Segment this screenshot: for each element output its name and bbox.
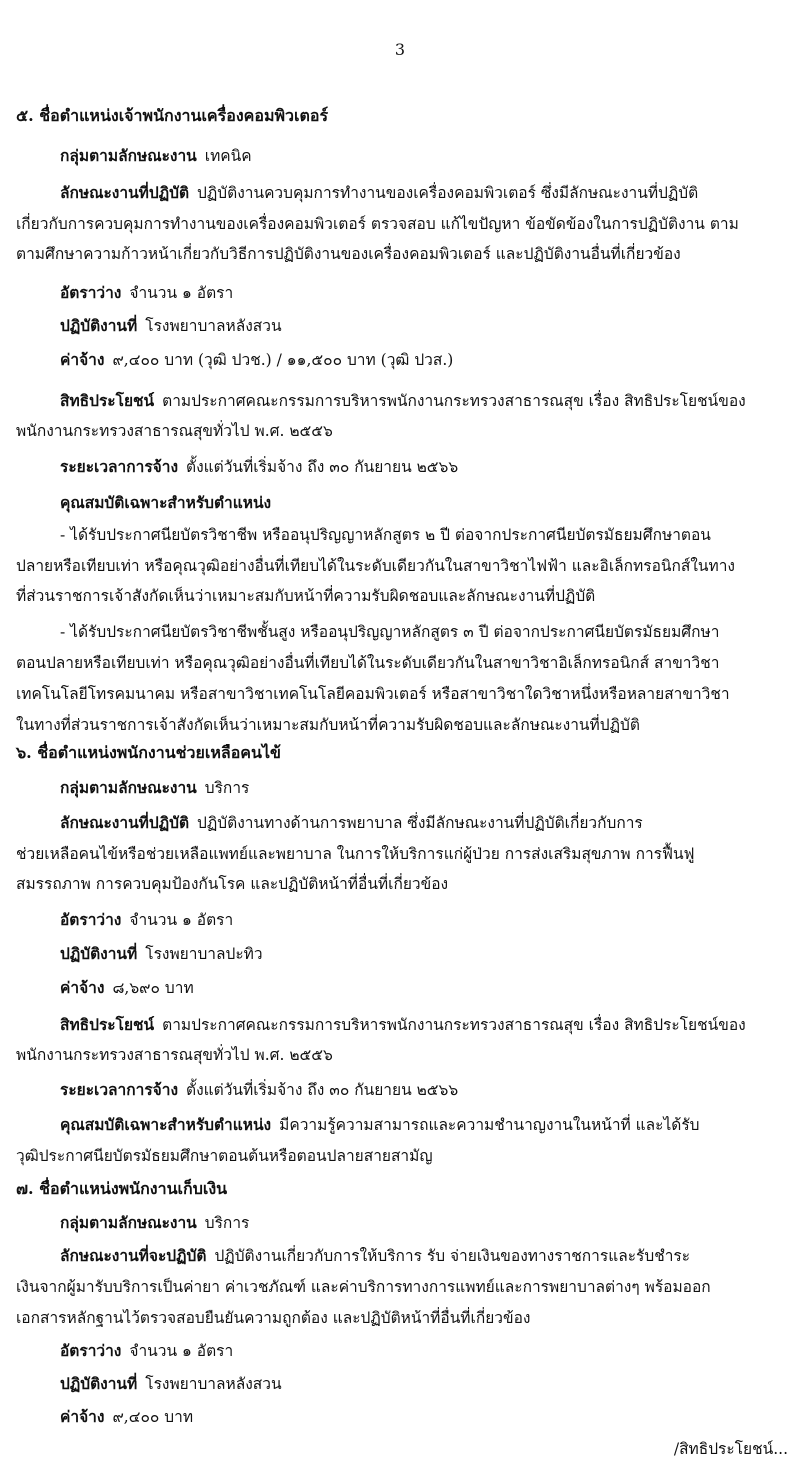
duty-text: ปฏิบัติงานเกี่ยวกับการให้บริการ รับ จ่ายเงินของทางราชการและรับชำระ xyxy=(214,1247,691,1265)
section-6-benefit-line-1 xyxy=(60,1012,746,1037)
section-5-duty-line-1 xyxy=(60,180,698,205)
vacancy-value: จำนวน ๑ อัตรา xyxy=(129,284,234,302)
vacancy-label: อัตราว่าง xyxy=(60,1341,122,1360)
benefit-text: ตามประกาศคณะกรรมการบริหารพนักงานกระทรวงสาธารณสุข เรื่อง สิทธิประโยชน์ของ xyxy=(162,392,746,410)
group-value: เทคนิค xyxy=(204,147,252,165)
continued-footer: /สิทธิประโยชน์... xyxy=(673,1440,788,1458)
duty-label: ลักษณะงานที่ปฏิบัติ xyxy=(60,183,190,202)
group-label: กลุ่มตามลักษณะงาน xyxy=(60,1213,197,1232)
section-7-heading: ๗. ชื่อตำแหน่งพนักงานเก็บเงิน xyxy=(16,1179,228,1198)
period-label: ระยะเวลาการจ้าง xyxy=(60,1080,179,1099)
group-value: บริการ xyxy=(204,779,250,797)
section-5-qualification-b-1: - ได้รับประกาศนียบัตรวิชาชีพชั้นสูง หรืออนุปริญญาหลักสูตร ๓ ปี ต่อจากประกาศนียบัตรมัธยมศึกษา xyxy=(60,623,720,641)
section-5-qualification-b-2: ตอนปลายหรือเทียบเท่า หรือคุณวุฒิอย่างอื่นที่เทียบได้ในระดับเดียวกันในสาขาวิชาอิเล็กทรอนิกส์ สาขาวิชา xyxy=(16,654,720,672)
period-value: ตั้งแต่วันที่เริ่มจ้าง ถึง ๓๐ กันยายน ๒๕๖๖ xyxy=(186,1081,459,1099)
section-6-duty-line-2: ช่วยเหลือคนไข้หรือช่วยเหลือแพทย์และพยาบาล ในการให้บริการแก่ผู้ป่วย การส่งเสริมสุขภาพ การฟื้นฟู xyxy=(16,845,695,863)
workplace-label: ปฏิบัติงานที่ xyxy=(60,944,138,963)
benefit-label: สิทธิประโยชน์ xyxy=(60,391,155,410)
workplace-value: โรงพยาบาลหลังสวน xyxy=(145,1375,282,1393)
group-value: บริการ xyxy=(204,1214,250,1232)
workplace-value: โรงพยาบาลหลังสวน xyxy=(145,317,282,335)
benefit-label: สิทธิประโยชน์ xyxy=(60,1015,155,1034)
qualification-text: มีความรู้ความสามารถและความชำนาญงานในหน้าที่ และได้รับ xyxy=(279,1116,700,1134)
section-5-vacancy xyxy=(60,280,233,305)
duty-label: ลักษณะงานที่ปฏิบัติ xyxy=(60,813,190,832)
section-5-duty-line-2: เกี่ยวกับการควบคุมการทำงานของเครื่องคอมพิวเตอร์ ตรวจสอบ แก้ไขปัญหา ข้อขัดข้องในการปฏิบัติงาน ตาม xyxy=(16,215,739,233)
section-6-duty-line-1 xyxy=(60,810,643,835)
section-7-workplace xyxy=(60,1371,282,1396)
section-7-duty-line-2: เงินจากผู้มารับบริการเป็นค่ายา ค่าเวชภัณฑ์ และค่าบริการทางการแพทย์และการพยาบาลต่างๆ พร้อมออก xyxy=(16,1278,711,1296)
section-6-benefit-line-2: พนักงานกระทรวงสาธารณสุขทั่วไป พ.ศ. ๒๕๕๖ xyxy=(16,1046,333,1064)
section-5-qualification-a-3: ที่ส่วนราชการเจ้าสังกัดเห็นว่าเหมาะสมกับหน้าที่ความรับผิดชอบและลักษณะงานที่ปฏิบัติ xyxy=(16,587,596,605)
wage-value: ๙,๔๐๐ บาท (วุฒิ ปวช.) / ๑๑,๕๐๐ บาท (วุฒิ ปวส.) xyxy=(112,351,454,369)
vacancy-value: จำนวน ๑ อัตรา xyxy=(129,1342,234,1360)
section-7-wage xyxy=(60,1404,193,1429)
section-7-duty-line-3: เอกสารหลักฐานไว้ตรวจสอบยืนยันความถูกต้อง และปฏิบัติหน้าที่อื่นที่เกี่ยวข้อง xyxy=(16,1309,531,1327)
workplace-value: โรงพยาบาลปะทิว xyxy=(145,945,263,963)
section-6-period xyxy=(60,1077,458,1102)
section-5-group xyxy=(60,143,252,168)
group-label: กลุ่มตามลักษณะงาน xyxy=(60,146,197,165)
section-5-qualification-b-4: ในทางที่ส่วนราชการเจ้าสังกัดเห็นว่าเหมาะสมกับหน้าที่ความรับผิดชอบและลักษณะงานที่ปฏิบัติ xyxy=(16,716,640,734)
duty-text: ปฏิบัติงานควบคุมการทำงานของเครื่องคอมพิวเตอร์ ซึ่งมีลักษณะงานที่ปฏิบัติ xyxy=(197,184,699,202)
section-5-benefit-line-2: พนักงานกระทรวงสาธารณสุขทั่วไป พ.ศ. ๒๕๕๖ xyxy=(16,422,333,440)
qualification-label: คุณสมบัติเฉพาะสำหรับตำแหน่ง xyxy=(60,1115,272,1134)
section-5-qualification-a-1: - ได้รับประกาศนียบัตรวิชาชีพ หรืออนุปริญญาหลักสูตร ๒ ปี ต่อจากประกาศนียบัตรมัธยมศึกษาตอน xyxy=(60,526,711,544)
section-5-benefit-line-1 xyxy=(60,388,746,413)
section-5-qualification-b-3: เทคโนโลยีโทรคมนาคม หรือสาขาวิชาเทคโนโลยีคอมพิวเตอร์ หรือสาขาวิชาใดวิชาหนึ่งหรือหลายสาขาวิชา xyxy=(16,685,730,703)
vacancy-label: อัตราว่าง xyxy=(60,910,122,929)
section-5-duty-line-3: ตามศึกษาความก้าวหน้าเกี่ยวกับวิธีการปฏิบัติงานของเครื่องคอมพิวเตอร์ และปฏิบัติงานอื่นที่เกี่ยวข้อง xyxy=(16,245,681,263)
page-number: 3 xyxy=(394,40,406,59)
workplace-label: ปฏิบัติงานที่ xyxy=(60,1374,138,1393)
wage-value: ๙,๔๐๐ บาท xyxy=(112,1408,194,1426)
wage-value: ๘,๖๙๐ บาท xyxy=(112,979,194,997)
duty-label: ลักษณะงานที่จะปฏิบัติ xyxy=(60,1246,207,1265)
section-6-qualification-line-2: วุฒิประกาศนียบัตรมัธยมศึกษาตอนต้นหรือตอนปลายสายสามัญ xyxy=(16,1147,433,1165)
section-7-group xyxy=(60,1210,249,1235)
section-5-qualification-a-2: ปลายหรือเทียบเท่า หรือคุณวุฒิอย่างอื่นที่เทียบได้ในระดับเดียวกันในสาขาวิชาไฟฟ้า และอิเล็กทรอนิกส์ในทาง xyxy=(16,557,735,575)
wage-label: ค่าจ้าง xyxy=(60,350,105,369)
section-7-vacancy xyxy=(60,1338,233,1363)
wage-label: ค่าจ้าง xyxy=(60,978,105,997)
vacancy-value: จำนวน ๑ อัตรา xyxy=(129,911,234,929)
section-7-duty-line-1 xyxy=(60,1243,690,1268)
wage-label: ค่าจ้าง xyxy=(60,1407,105,1426)
section-6-duty-line-3: สมรรถภาพ การควบคุมป้องกันโรค และปฏิบัติหน้าที่อื่นที่เกี่ยวข้อง xyxy=(16,875,449,893)
section-6-workplace xyxy=(60,941,263,966)
section-6-heading: ๖. ชื่อตำแหน่งพนักงานช่วยเหลือคนไข้ xyxy=(16,743,281,762)
period-label: ระยะเวลาการจ้าง xyxy=(60,457,179,476)
section-5-heading: ๕. ชื่อตำแหน่งเจ้าพนักงานเครื่องคอมพิวเตอร์ xyxy=(16,106,329,125)
workplace-label: ปฏิบัติงานที่ xyxy=(60,316,138,335)
section-6-qualification-line-1 xyxy=(60,1112,700,1137)
section-5-qualification-label: คุณสมบัติเฉพาะสำหรับตำแหน่ง xyxy=(60,493,272,512)
duty-text: ปฏิบัติงานทางด้านการพยาบาล ซึ่งมีลักษณะงานที่ปฏิบัติเกี่ยวกับการ xyxy=(197,814,643,832)
section-6-group xyxy=(60,775,249,800)
vacancy-label: อัตราว่าง xyxy=(60,283,122,302)
section-5-wage xyxy=(60,347,453,372)
section-5-period xyxy=(60,454,458,479)
period-value: ตั้งแต่วันที่เริ่มจ้าง ถึง ๓๐ กันยายน ๒๕๖๖ xyxy=(186,458,459,476)
group-label: กลุ่มตามลักษณะงาน xyxy=(60,778,197,797)
section-5-workplace xyxy=(60,313,282,338)
section-6-wage xyxy=(60,975,194,1000)
benefit-text: ตามประกาศคณะกรรมการบริหารพนักงานกระทรวงสาธารณสุข เรื่อง สิทธิประโยชน์ของ xyxy=(162,1016,746,1034)
section-6-vacancy xyxy=(60,907,233,932)
